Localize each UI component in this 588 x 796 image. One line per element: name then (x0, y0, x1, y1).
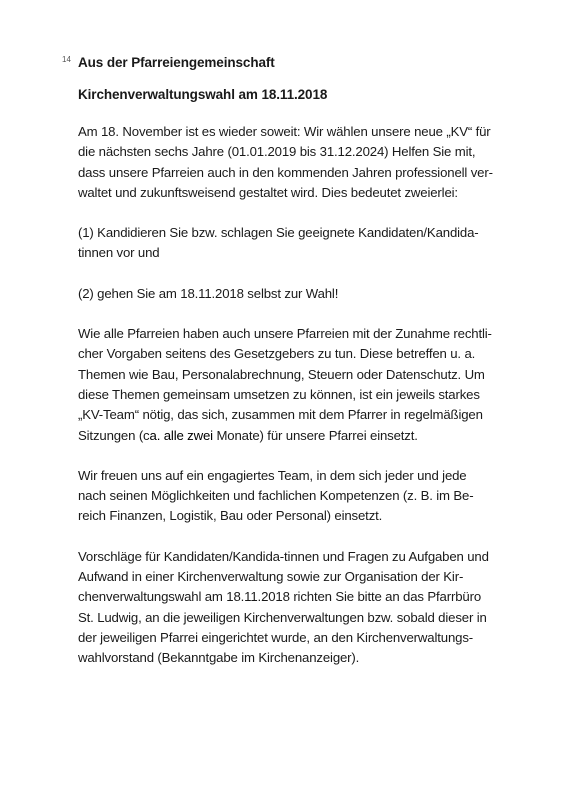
text-line: waltet und zukunftsweisend gestaltet wird. Dies bedeutet zweierlei: (78, 184, 458, 200)
text-line: cher Vorgaben seitens des Gesetzgebers zu tun. Diese betreffen u. a. (78, 346, 476, 362)
text-line: wahlvorstand (Bekanntgabe im Kirchenanzeiger). (78, 650, 360, 666)
text-line: Vorschläge für Kandidaten/Kandida-tinnen und Fragen zu Aufgaben und (78, 548, 489, 564)
text-line: der jeweiligen Pfarrei eingerichtet wurde, an den Kirchenverwaltungs- (78, 629, 474, 645)
text-line: reich Finanzen, Logistik, Bau oder Personal) einsetzt. (78, 508, 383, 524)
text-line: Aufwand in einer Kirchenverwaltung sowie zur Organisation der Kir- (78, 569, 464, 585)
paragraph-contact (78, 547, 518, 669)
page-number: 14 (62, 55, 71, 64)
text-fragment: Sitzungen (c (78, 427, 150, 443)
text-line (78, 426, 518, 446)
text-line: chenverwaltungswahl am 18.11.2018 richten Sie bitte an das Pfarrbüro (78, 589, 482, 605)
text-line: Am 18. November ist es wieder soweit: Wir wählen unsere neue „KV“ für (78, 124, 491, 139)
text-line: die nächsten sechs Jahre (01.01.2019 bis 31.12.2024) Helfen Sie mit, (78, 144, 476, 160)
text-line: Wie alle Pfarreien haben auch unsere Pfarreien mit der Zunahme rechtli- (78, 326, 492, 342)
article-title: Kirchenverwaltungswahl am 18.11.2018 (78, 87, 328, 102)
text-line: Wir freuen uns auf ein engagiertes Team, in dem sich jeder und jede (78, 467, 467, 483)
text-line: (1) Kandidieren Sie bzw. schlagen Sie geeignete Kandidaten/Kandida- (78, 225, 479, 241)
text-line: nach seinen Möglichkeiten und fachlichen Kompetenzen (z. B. im Be- (78, 488, 474, 504)
text-line: Themen wie Bau, Personalabrechnung, Steuern oder Datenschutz. Um (78, 366, 485, 382)
text-line: „KV-Team“ nötig, das sich, zusammen mit dem Pfarrer in regelmäßigen (78, 407, 483, 423)
paragraph-legal-requirements (78, 324, 518, 446)
text-line: diese Themen gemeinsam umsetzen zu können, ist ein jeweils starkes (78, 386, 480, 402)
text-line: St. Ludwig, an die jeweiligen Kirchenverwaltungen bzw. sobald dieser in (78, 609, 487, 625)
section-title: Aus der Pfarreiengemeinschaft (78, 55, 275, 70)
paragraph-point-two (78, 284, 518, 304)
paragraph-team (78, 466, 518, 527)
text-fragment-emphasis: a. alle zwei (149, 427, 213, 443)
paragraph-intro (78, 122, 518, 203)
article-body (78, 122, 518, 689)
text-line: tinnen vor und (78, 245, 160, 261)
text-line: (2) gehen Sie am 18.11.2018 selbst zur Wahl! (78, 285, 339, 301)
text-line: dass unsere Pfarreien auch in den kommenden Jahren professionell ver- (78, 164, 493, 180)
text-fragment: Monate) für unsere Pfarrei einsetzt. (212, 427, 418, 443)
paragraph-point-one (78, 223, 518, 264)
